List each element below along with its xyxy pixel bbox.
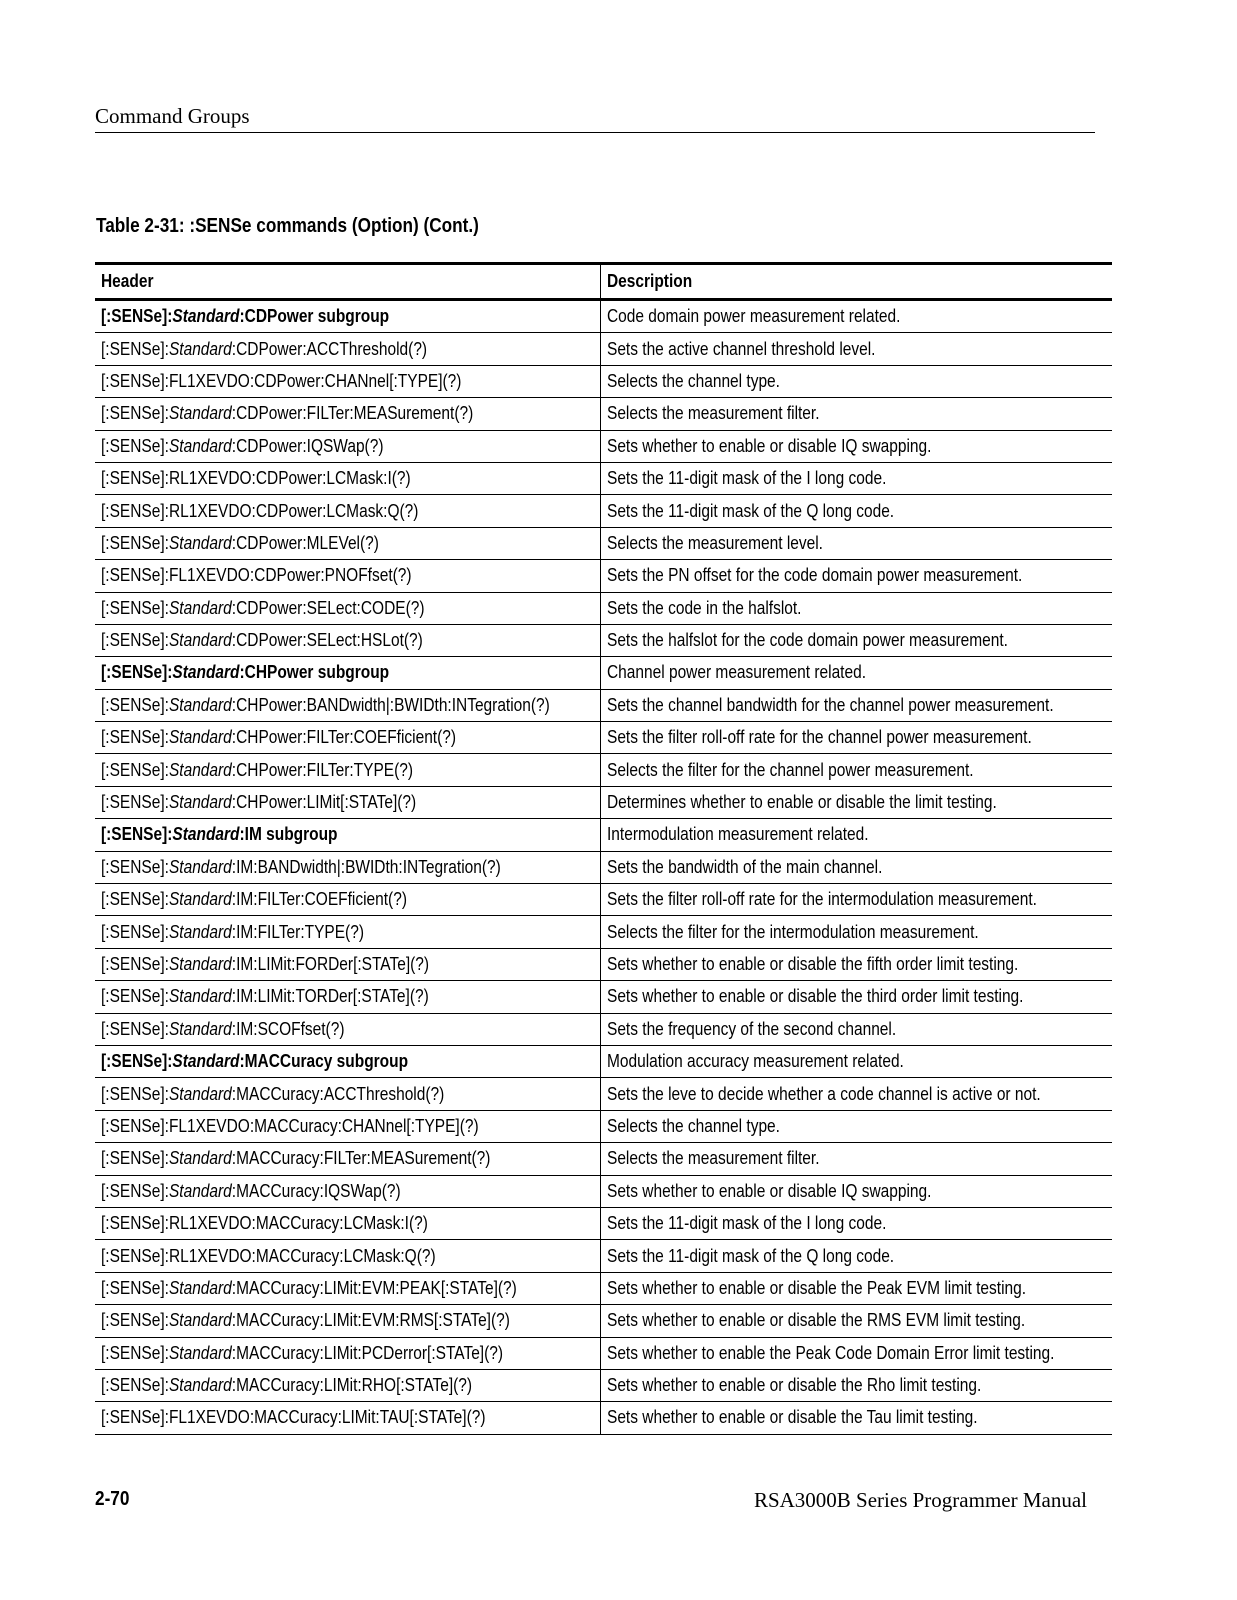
description-text: Selects the channel type. (606, 370, 780, 391)
command-header-cell (95, 948, 600, 980)
command-segment: :MACCuracy:IQSWap(?) (231, 1180, 401, 1201)
description-cell (600, 689, 1112, 721)
standard-placeholder: Standard (168, 630, 232, 651)
command-header-text (101, 598, 424, 619)
command-segment: [:SENSe]: (101, 759, 169, 780)
description-cell (600, 1045, 1112, 1077)
command-header-cell (95, 722, 600, 754)
command-header-cell (95, 981, 600, 1013)
command-header-cell (95, 689, 600, 721)
command-segment: [:SENSe]: (101, 1051, 173, 1072)
description-cell (600, 948, 1112, 980)
command-segment: [:SENSe]: (101, 1342, 169, 1363)
command-segment: :MACCuracy:LIMit:EVM:RMS[:STATe](?) (231, 1310, 510, 1331)
header-rule (95, 132, 1095, 133)
table-row (95, 624, 1112, 656)
standard-placeholder: Standard (168, 986, 232, 1007)
description-cell (600, 916, 1112, 948)
command-segment: :CHPower subgroup (239, 662, 390, 683)
command-header-cell (95, 819, 600, 851)
command-header-text (101, 760, 413, 781)
description-text: Determines whether to enable or disable the limit testing. (606, 792, 997, 813)
table-row (95, 948, 1112, 980)
description-cell (600, 462, 1112, 494)
description-cell (600, 851, 1112, 883)
standard-placeholder: Standard (168, 1277, 232, 1298)
command-segment: :IM:FILTer:TYPE(?) (231, 921, 364, 942)
description-text: Sets the leve to decide whether a code channel is active or not. (606, 1083, 1041, 1104)
command-segment: [:SENSe]: (101, 727, 169, 748)
command-header-cell (95, 624, 600, 656)
description-text: Sets whether to enable or disable IQ swapping. (606, 1180, 931, 1201)
command-header-cell (95, 657, 600, 689)
standard-placeholder: Standard (172, 662, 240, 683)
description-text: Sets whether to enable or disable the Tau limit testing. (606, 1407, 978, 1428)
command-header-cell (95, 754, 600, 786)
description-cell (600, 1175, 1112, 1207)
subgroup-row (95, 819, 1112, 851)
command-header-text (101, 468, 411, 489)
command-header-cell (95, 398, 600, 430)
table-row (95, 1143, 1112, 1175)
subgroup-row (95, 657, 1112, 689)
command-segment: [:SENSe]: (101, 1083, 169, 1104)
command-segment: [:SENSe]: (101, 403, 169, 424)
command-segment: :CDPower:MLEVel(?) (231, 532, 379, 553)
table-row (95, 462, 1112, 494)
command-header-cell (95, 1045, 600, 1077)
command-header-text (101, 306, 389, 327)
command-segment: :IM:LIMit:FORDer[:STATe](?) (231, 954, 430, 974)
description-cell (600, 527, 1112, 559)
description-cell (600, 1143, 1112, 1175)
standard-placeholder: Standard (168, 1148, 232, 1169)
table-row (95, 592, 1112, 624)
command-segment: :CDPower:SELect:CODE(?) (231, 597, 425, 618)
description-text: Sets the active channel threshold level. (606, 338, 875, 359)
description-cell (600, 430, 1112, 462)
command-segment: :CHPower:LIMit[:STATe](?) (231, 792, 417, 813)
command-segment: [:SENSe]:RL1XEVDO:MACCuracy:LCMask:I(?) (101, 1213, 428, 1234)
command-header-text (101, 1310, 510, 1331)
table-row (95, 1110, 1112, 1142)
table-row (95, 365, 1112, 397)
table-body (95, 300, 1112, 1435)
standard-placeholder: Standard (168, 1018, 232, 1039)
standard-placeholder: Standard (168, 954, 232, 974)
command-segment: [:SENSe]: (101, 338, 169, 359)
command-header-text (101, 857, 501, 878)
table-caption: Table 2-31: :SENSe commands (Option) (Cont.) (96, 215, 479, 237)
manual-title: RSA3000B Series Programmer Manual (753, 1488, 1087, 1512)
standard-placeholder: Standard (168, 338, 232, 359)
command-header-text (101, 1019, 344, 1040)
description-text: Sets the filter roll-off rate for the intermodulation measurement. (606, 889, 1037, 910)
command-segment: :CDPower:IQSWap(?) (231, 435, 384, 456)
command-segment: :MACCuracy:LIMit:PCDerror[:STATe](?) (231, 1342, 504, 1363)
description-text: Selects the filter for the channel power measurement. (606, 759, 974, 780)
description-text: Selects the channel type. (606, 1115, 780, 1136)
command-header-cell (95, 884, 600, 916)
command-segment: [:SENSe]: (101, 1180, 169, 1201)
description-cell (600, 300, 1112, 333)
command-segment: [:SENSe]: (101, 694, 169, 715)
command-header-cell (95, 300, 600, 333)
description-cell (600, 819, 1112, 851)
command-header-cell (95, 495, 600, 527)
description-text: Sets whether to enable or disable the Peak EVM limit testing. (606, 1277, 1026, 1298)
command-header-cell (95, 1305, 600, 1337)
description-text: Selects the measurement level. (606, 532, 823, 553)
running-head: Command Groups (95, 104, 250, 128)
command-segment: :MACCuracy:FILTer:MEASurement(?) (231, 1148, 491, 1169)
command-header-text (101, 695, 550, 716)
command-segment: :IM:SCOFfset(?) (231, 1018, 345, 1039)
command-segment: :MACCuracy:LIMit:EVM:PEAK[:STATe](?) (231, 1277, 517, 1298)
command-header-cell (95, 333, 600, 365)
standard-placeholder: Standard (168, 889, 232, 910)
table-row (95, 884, 1112, 916)
command-header-text (101, 1246, 436, 1267)
command-segment: [:SENSe]: (101, 986, 169, 1007)
table-row (95, 495, 1112, 527)
description-cell (600, 884, 1112, 916)
command-header-cell (95, 1143, 600, 1175)
description-cell (600, 1305, 1112, 1337)
command-header-cell (95, 1207, 600, 1239)
command-segment: [:SENSe]: (101, 630, 169, 651)
command-header-text (101, 565, 412, 586)
command-header-text (101, 533, 379, 554)
standard-placeholder: Standard (168, 727, 232, 748)
description-text: Sets the 11-digit mask of the I long code. (606, 468, 886, 489)
command-segment: [:SENSe]: (101, 1375, 169, 1396)
description-text: Sets the PN offset for the code domain power measurement. (606, 565, 1022, 586)
table-row (95, 1207, 1112, 1239)
standard-placeholder: Standard (168, 403, 232, 424)
description-text: Code domain power measurement related. (606, 306, 900, 327)
command-segment: [:SENSe]: (101, 532, 169, 553)
command-segment: [:SENSe]: (101, 306, 173, 327)
command-segment: :MACCuracy:LIMit:RHO[:STATe](?) (231, 1375, 473, 1396)
description-cell (600, 560, 1112, 592)
standard-placeholder: Standard (168, 1083, 232, 1104)
command-header-text (101, 1343, 503, 1364)
command-header-text (101, 1407, 486, 1428)
description-text: Sets the 11-digit mask of the Q long code. (606, 1245, 894, 1266)
command-header-text (101, 1181, 401, 1202)
command-header-text (101, 1375, 472, 1396)
table-row (95, 851, 1112, 883)
standard-placeholder: Standard (168, 532, 232, 553)
table-row (95, 333, 1112, 365)
table-row (95, 1305, 1112, 1337)
command-segment: :MACCuracy subgroup (239, 1051, 409, 1072)
command-header-text (101, 339, 427, 360)
command-segment: :IM subgroup (239, 824, 338, 845)
description-text: Selects the filter for the intermodulation measurement. (606, 921, 979, 942)
command-header-cell (95, 1402, 600, 1434)
sense-commands-table (95, 262, 1112, 1435)
description-cell (600, 1110, 1112, 1142)
command-header-cell (95, 430, 600, 462)
command-segment: :IM:LIMit:TORDer[:STATe](?) (231, 986, 429, 1007)
description-cell (600, 786, 1112, 818)
command-header-cell (95, 1369, 600, 1401)
standard-placeholder: Standard (168, 694, 232, 715)
subgroup-row (95, 300, 1112, 333)
command-header-text (101, 727, 456, 748)
table-row (95, 1240, 1112, 1272)
description-text: Sets the 11-digit mask of the Q long code. (606, 500, 894, 521)
description-cell (600, 1337, 1112, 1369)
standard-placeholder: Standard (168, 597, 232, 618)
column-header-header: Header (95, 264, 600, 300)
command-header-text (101, 662, 389, 683)
command-header-text (101, 403, 473, 424)
command-segment: [:SENSe]: (101, 889, 169, 910)
description-cell (600, 1078, 1112, 1110)
description-cell (600, 398, 1112, 430)
command-segment: [:SENSe]: (101, 792, 169, 813)
standard-placeholder: Standard (172, 306, 240, 327)
description-text: Sets the channel bandwidth for the channel power measurement. (606, 694, 1054, 715)
table-row (95, 1078, 1112, 1110)
command-header-text (101, 824, 338, 845)
command-header-text (101, 1084, 444, 1105)
command-segment: [:SENSe]: (101, 1310, 169, 1331)
table-row (95, 1369, 1112, 1401)
command-header-cell (95, 365, 600, 397)
command-header-text (101, 1213, 428, 1234)
standard-placeholder: Standard (168, 1342, 232, 1363)
command-header-cell (95, 851, 600, 883)
description-cell (600, 1240, 1112, 1272)
command-header-text (101, 1278, 517, 1299)
command-header-cell (95, 916, 600, 948)
command-header-text (101, 954, 429, 975)
description-text: Sets the bandwidth of the main channel. (606, 856, 882, 877)
subgroup-row (95, 1045, 1112, 1077)
table-row (95, 1272, 1112, 1304)
description-text: Sets the 11-digit mask of the I long code. (606, 1213, 886, 1234)
page-number: 2-70 (95, 1488, 130, 1510)
description-text: Sets the code in the halfslot. (606, 597, 801, 618)
description-cell (600, 1207, 1112, 1239)
description-text: Intermodulation measurement related. (606, 824, 869, 845)
command-header-text (101, 889, 407, 910)
table-row (95, 786, 1112, 818)
standard-placeholder: Standard (168, 1375, 232, 1396)
command-segment: :CDPower:FILTer:MEASurement(?) (231, 403, 474, 424)
description-cell (600, 1402, 1112, 1434)
command-header-text (101, 986, 429, 1007)
command-header-cell (95, 786, 600, 818)
standard-placeholder: Standard (172, 824, 240, 845)
standard-placeholder: Standard (168, 921, 232, 942)
description-text: Sets the filter roll-off rate for the channel power measurement. (606, 727, 1032, 748)
description-cell (600, 754, 1112, 786)
description-cell (600, 365, 1112, 397)
command-segment: :CHPower:FILTer:COEFficient(?) (231, 727, 457, 748)
command-header-text (101, 1116, 479, 1137)
table-row (95, 722, 1112, 754)
standard-placeholder: Standard (168, 1180, 232, 1201)
table-row (95, 754, 1112, 786)
standard-placeholder: Standard (168, 435, 232, 456)
description-text: Modulation accuracy measurement related. (606, 1051, 904, 1072)
command-header-cell (95, 1110, 600, 1142)
table-row (95, 1013, 1112, 1045)
description-cell (600, 722, 1112, 754)
command-segment: :CHPower:FILTer:TYPE(?) (231, 759, 414, 780)
description-text: Channel power measurement related. (606, 662, 866, 683)
table-header-row (95, 264, 1112, 300)
command-segment: :CDPower subgroup (239, 306, 390, 327)
command-header-cell (95, 1272, 600, 1304)
command-segment: [:SENSe]:FL1XEVDO:MACCuracy:LIMit:TAU[:STATe](?) (101, 1407, 486, 1428)
description-cell (600, 1272, 1112, 1304)
description-text: Sets whether to enable or disable the third order limit testing. (606, 986, 1023, 1007)
description-text: Sets the halfslot for the code domain power measurement. (606, 630, 1008, 651)
command-segment: [:SENSe]: (101, 954, 169, 974)
column-header-description: Description (606, 271, 692, 291)
description-text: Selects the measurement filter. (606, 1148, 820, 1169)
command-header-text (101, 1148, 490, 1169)
command-header-cell (95, 527, 600, 559)
command-segment: :IM:BANDwidth|:BWIDth:INTegration(?) (231, 856, 501, 877)
description-cell (600, 981, 1112, 1013)
command-segment: [:SENSe]: (101, 824, 173, 845)
standard-placeholder: Standard (168, 792, 232, 813)
command-segment: [:SENSe]: (101, 662, 173, 683)
table-row (95, 916, 1112, 948)
description-cell (600, 1013, 1112, 1045)
description-cell (600, 495, 1112, 527)
command-header-text (101, 436, 383, 457)
table-row (95, 689, 1112, 721)
command-header-cell (95, 1078, 600, 1110)
description-cell (600, 624, 1112, 656)
command-segment: [:SENSe]: (101, 1148, 169, 1169)
table-row (95, 398, 1112, 430)
description-text: Sets whether to enable or disable the fifth order limit testing. (606, 954, 1018, 974)
command-header-cell (95, 1240, 600, 1272)
command-segment: [:SENSe]:RL1XEVDO:CDPower:LCMask:Q(?) (101, 500, 419, 521)
command-segment: [:SENSe]: (101, 1277, 169, 1298)
command-segment: :CHPower:BANDwidth|:BWIDth:INTegration(?) (231, 694, 550, 715)
table-row (95, 430, 1112, 462)
standard-placeholder: Standard (168, 759, 232, 780)
command-segment: [:SENSe]:FL1XEVDO:MACCuracy:CHANnel[:TYPE](?) (101, 1115, 479, 1136)
description-cell (600, 592, 1112, 624)
description-cell (600, 1369, 1112, 1401)
description-cell (600, 657, 1112, 689)
command-segment: [:SENSe]: (101, 1018, 169, 1039)
standard-placeholder: Standard (172, 1051, 240, 1072)
standard-placeholder: Standard (168, 856, 232, 877)
description-text: Sets the frequency of the second channel. (606, 1018, 896, 1039)
command-segment: [:SENSe]:RL1XEVDO:MACCuracy:LCMask:Q(?) (101, 1245, 436, 1266)
table-row (95, 1337, 1112, 1369)
command-segment: :IM:FILTer:COEFficient(?) (231, 889, 407, 910)
command-segment: [:SENSe]:RL1XEVDO:CDPower:LCMask:I(?) (101, 468, 411, 489)
table-row (95, 1402, 1112, 1434)
command-header-cell (95, 592, 600, 624)
description-text: Selects the measurement filter. (606, 403, 820, 424)
description-cell (600, 333, 1112, 365)
command-header-text (101, 922, 364, 943)
command-segment: :CDPower:ACCThreshold(?) (231, 338, 428, 359)
command-header-cell (95, 560, 600, 592)
command-segment: [:SENSe]: (101, 435, 169, 456)
table-row (95, 1175, 1112, 1207)
command-segment: [:SENSe]: (101, 921, 169, 942)
command-segment: [:SENSe]: (101, 597, 169, 618)
command-header-text (101, 630, 423, 651)
command-header-cell (95, 1013, 600, 1045)
description-text: Sets whether to enable or disable the RMS EVM limit testing. (606, 1310, 1025, 1331)
command-header-cell (95, 1337, 600, 1369)
command-header-text (101, 371, 461, 392)
table-row (95, 527, 1112, 559)
description-text: Sets whether to enable or disable the Rho limit testing. (606, 1375, 981, 1396)
description-text: Sets whether to enable or disable IQ swapping. (606, 435, 931, 456)
table-row (95, 560, 1112, 592)
command-header-text (101, 1051, 408, 1072)
command-header-cell (95, 462, 600, 494)
standard-placeholder: Standard (168, 1310, 232, 1331)
command-segment: :MACCuracy:ACCThreshold(?) (231, 1083, 445, 1104)
table-row (95, 981, 1112, 1013)
command-segment: [:SENSe]:FL1XEVDO:CDPower:CHANnel[:TYPE](?) (101, 370, 462, 391)
command-segment: [:SENSe]:FL1XEVDO:CDPower:PNOFfset(?) (101, 565, 412, 586)
description-text: Sets whether to enable the Peak Code Domain Error limit testing. (606, 1342, 1054, 1363)
command-header-text (101, 501, 418, 522)
command-segment: [:SENSe]: (101, 856, 169, 877)
command-segment: :CDPower:SELect:HSLot(?) (231, 630, 423, 651)
command-header-text (101, 792, 416, 813)
command-header-cell (95, 1175, 600, 1207)
